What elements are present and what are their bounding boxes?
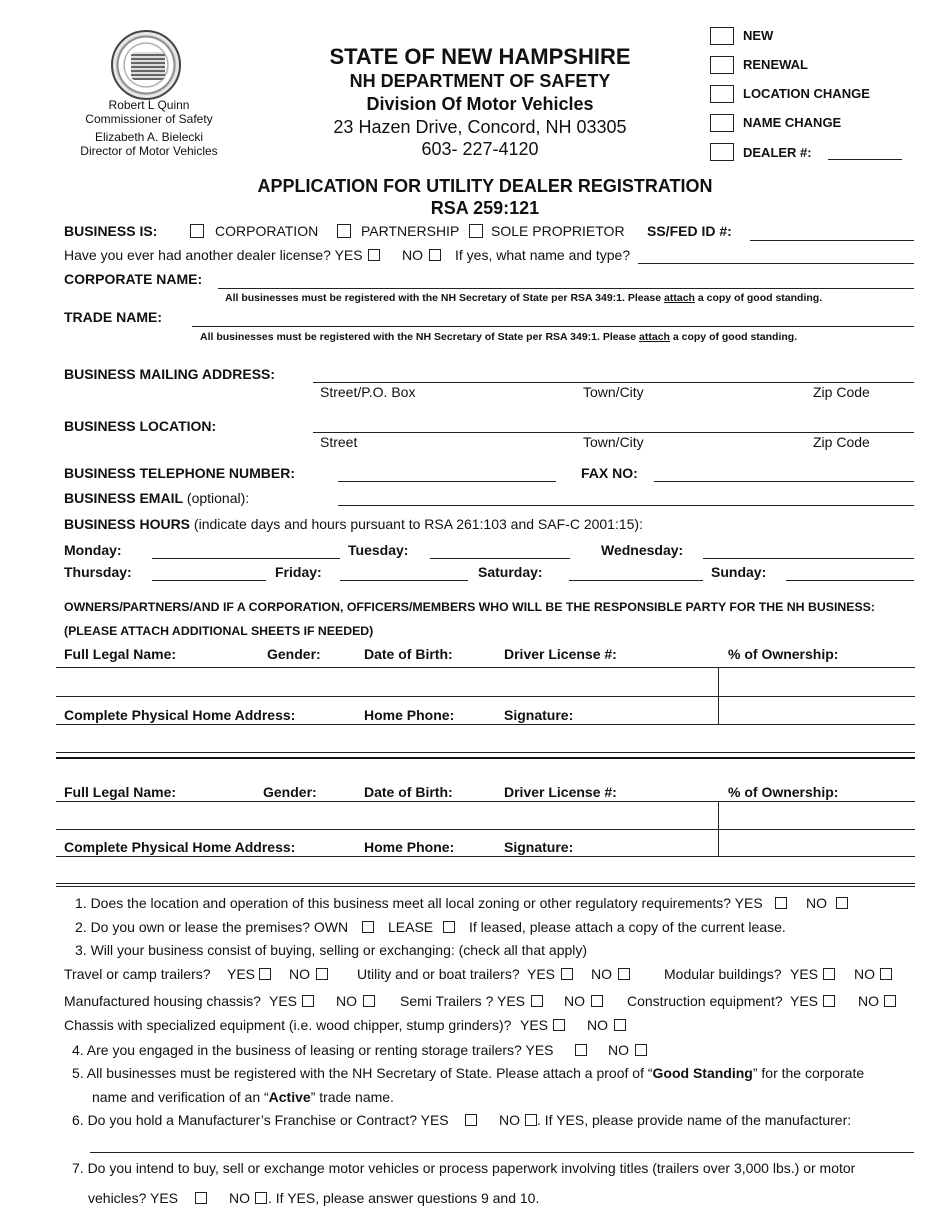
- owner1-address-label: Complete Physical Home Address:: [64, 707, 296, 723]
- location-zip-label: Zip Code: [813, 434, 870, 450]
- modular-yes-checkbox[interactable]: [823, 968, 835, 980]
- travel-no-checkbox[interactable]: [316, 968, 328, 980]
- fax-field[interactable]: [654, 481, 914, 482]
- question-4: 4. Are you engaged in the business of leasing or renting storage trailers? YES: [72, 1042, 554, 1058]
- q7-no-checkbox[interactable]: [255, 1192, 267, 1204]
- owner2-address-label: Complete Physical Home Address:: [64, 839, 296, 855]
- semi-yes-label: YES: [497, 993, 526, 1009]
- telephone-field[interactable]: [338, 481, 556, 482]
- monday-label: Monday:: [64, 542, 122, 558]
- trade-sos-note: All businesses must be registered with the NH Secretary of State per RSA 349:1. Please attach a copy of good standing.: [200, 331, 798, 343]
- partnership-checkbox[interactable]: [337, 224, 351, 238]
- corporate-name-field[interactable]: [218, 288, 914, 289]
- dealer-number-label: DEALER #:: [743, 145, 812, 160]
- manufactured-no-label: NO: [336, 993, 357, 1009]
- q1-yes-checkbox[interactable]: [775, 897, 787, 909]
- friday-label: Friday:: [275, 564, 322, 580]
- new-label: NEW: [743, 28, 774, 43]
- q4-no-label: NO: [608, 1042, 629, 1058]
- utility-no-checkbox[interactable]: [618, 968, 630, 980]
- business-is-label: BUSINESS IS:: [64, 223, 158, 239]
- owner1-ownership-label: % of Ownership:: [728, 646, 839, 662]
- semi-no-label: NO: [564, 993, 585, 1009]
- tuesday-field[interactable]: [430, 558, 570, 559]
- q6-no-label: NO: [499, 1112, 520, 1128]
- owners-heading: OWNERS/PARTNERS/AND IF A CORPORATION, OFFICERS/MEMBERS WHO WILL BE THE RESPONSIBLE PARTY FOR THE NH BUSINESS:: [64, 600, 875, 614]
- trade-name-label: TRADE NAME:: [64, 309, 162, 325]
- utility-yes-label: YES: [527, 966, 556, 982]
- construction-yes-checkbox[interactable]: [823, 995, 835, 1007]
- questions-separator: [56, 886, 915, 887]
- modular-no-checkbox[interactable]: [880, 968, 892, 980]
- saturday-field[interactable]: [569, 580, 703, 581]
- chassis-yes-checkbox[interactable]: [553, 1019, 565, 1031]
- owner1-home-phone-label: Home Phone:: [364, 707, 455, 723]
- new-option[interactable]: [710, 27, 734, 49]
- corporation-checkbox[interactable]: [190, 224, 204, 238]
- location-change-label: LOCATION CHANGE: [743, 86, 870, 101]
- owner2-address-field[interactable]: [56, 883, 915, 884]
- thursday-field[interactable]: [152, 580, 266, 581]
- manufactured-yes-label: YES: [269, 993, 298, 1009]
- q7-no-label: NO: [229, 1190, 250, 1206]
- q6-manufacturer-field[interactable]: [90, 1152, 914, 1153]
- corporate-sos-note: All businesses must be registered with the NH Secretary of State per RSA 349:1. Please attach a copy of good standing.: [225, 292, 823, 304]
- dealer-license-no-checkbox[interactable]: [429, 249, 441, 261]
- semi-no-checkbox[interactable]: [591, 995, 603, 1007]
- location-change-checkbox[interactable]: [710, 85, 734, 103]
- owner2-home-phone-label: Home Phone:: [364, 839, 455, 855]
- semi-yes-checkbox[interactable]: [531, 995, 543, 1007]
- semi-trailers-label: Semi Trailers ?: [400, 993, 494, 1009]
- owner2-dl-label: Driver License #:: [504, 784, 617, 800]
- owner1-name-field[interactable]: [56, 696, 915, 697]
- q2-lease-note: If leased, please attach a copy of the current lease.: [469, 919, 786, 935]
- dealer-license-question: Have you ever had another dealer license? YES: [64, 247, 363, 263]
- construction-no-label: NO: [858, 993, 879, 1009]
- name-change-option[interactable]: [710, 114, 734, 136]
- owner2-name-field[interactable]: [56, 829, 915, 830]
- q7-yes-checkbox[interactable]: [195, 1192, 207, 1204]
- question-3: 3. Will your business consist of buying, selling or exchanging: (check all that apply): [75, 942, 588, 958]
- question-5-line1: 5. All businesses must be registered with the NH Secretary of State. Please attach a proof of “Good Standing” for the corporate: [72, 1065, 865, 1081]
- location-street-label: Street: [320, 434, 358, 450]
- dealer-number-field[interactable]: [828, 159, 902, 160]
- owner1-divider: [56, 667, 915, 668]
- utility-yes-checkbox[interactable]: [561, 968, 573, 980]
- q2-lease-label: LEASE: [388, 919, 434, 935]
- q4-yes-checkbox[interactable]: [575, 1044, 587, 1056]
- sunday-field[interactable]: [786, 580, 914, 581]
- chassis-no-checkbox[interactable]: [614, 1019, 626, 1031]
- owner2-column-divider: [718, 801, 719, 856]
- form-rsa: RSA 259:121: [430, 198, 540, 218]
- modular-buildings-label: Modular buildings?: [664, 966, 782, 982]
- wednesday-label: Wednesday:: [601, 542, 684, 558]
- utility-trailers-label: Utility and or boat trailers?: [357, 966, 520, 982]
- modular-no-label: NO: [854, 966, 875, 982]
- fax-label: FAX NO:: [581, 465, 638, 481]
- director-title: Director of Motor Vehicles: [80, 144, 218, 158]
- construction-yes-label: YES: [790, 993, 819, 1009]
- travel-yes-label: YES: [227, 966, 256, 982]
- dealer-number-checkbox[interactable]: [710, 143, 734, 161]
- wednesday-field[interactable]: [703, 558, 914, 559]
- chassis-label: Chassis with specialized equipment (i.e. wood chipper, stump grinders)?: [64, 1017, 512, 1033]
- question-1: 1. Does the location and operation of this business meet all local zoning or other regulatory requirements? YES: [75, 895, 763, 911]
- owners-attach-note: (PLEASE ATTACH ADDITIONAL SHEETS IF NEEDED): [64, 624, 374, 638]
- question-6: 6. Do you hold a Manufacturer’s Franchise or Contract? YES: [72, 1112, 449, 1128]
- mailing-address-label: BUSINESS MAILING ADDRESS:: [64, 366, 276, 382]
- owner1-divider-2: [56, 724, 915, 725]
- dealer-number-option[interactable]: [710, 143, 734, 165]
- q6-no-checkbox[interactable]: [525, 1114, 537, 1126]
- q2-lease-checkbox[interactable]: [443, 921, 455, 933]
- q2-own-checkbox[interactable]: [362, 921, 374, 933]
- owner2-signature-label: Signature:: [504, 839, 574, 855]
- travel-yes-checkbox[interactable]: [259, 968, 271, 980]
- friday-field[interactable]: [340, 580, 468, 581]
- mailing-town-label: Town/City: [583, 384, 644, 400]
- dealer-license-yes-checkbox[interactable]: [368, 249, 380, 261]
- construction-no-checkbox[interactable]: [884, 995, 896, 1007]
- department-name: NH DEPARTMENT OF SAFETY: [349, 71, 611, 91]
- dealer-license-no-label: NO: [402, 247, 423, 263]
- sole-proprietor-checkbox[interactable]: [469, 224, 483, 238]
- owner2-divider: [56, 801, 915, 802]
- dealer-license-name-field[interactable]: [638, 263, 914, 264]
- corporate-name-label: CORPORATE NAME:: [64, 271, 203, 287]
- owner1-signature-label: Signature:: [504, 707, 574, 723]
- renewal-option[interactable]: [710, 56, 734, 78]
- form-title: APPLICATION FOR UTILITY DEALER REGISTRATION: [257, 176, 713, 196]
- business-hours-label: BUSINESS HOURS (indicate days and hours pursuant to RSA 261:103 and SAF-C 2001:15):: [64, 516, 643, 532]
- owner2-dob-label: Date of Birth:: [364, 784, 453, 800]
- owner1-gender-label: Gender:: [267, 646, 321, 662]
- question-2: 2. Do you own or lease the premises? OWN: [75, 919, 349, 935]
- renewal-label: RENEWAL: [743, 57, 808, 72]
- owner2-full-name-label: Full Legal Name:: [64, 784, 177, 800]
- construction-equipment-label: Construction equipment?: [627, 993, 783, 1009]
- question-7-line2: vehicles? YES: [88, 1190, 179, 1206]
- corporation-label: CORPORATION: [215, 223, 319, 239]
- q1-no-label: NO: [806, 895, 827, 911]
- name-change-checkbox[interactable]: [710, 114, 734, 132]
- q7-note: . If YES, please answer questions 9 and 10.: [268, 1190, 540, 1206]
- location-change-option[interactable]: [710, 85, 734, 107]
- manufactured-no-checkbox[interactable]: [363, 995, 375, 1007]
- owner1-address-field[interactable]: [56, 752, 915, 753]
- manufactured-housing-label: Manufactured housing chassis?: [64, 993, 261, 1009]
- trade-name-field[interactable]: [192, 326, 914, 327]
- owner2-divider-2: [56, 856, 915, 857]
- question-7-line1: 7. Do you intend to buy, sell or exchange motor vehicles or process paperwork involving titles (trailers over 3,000 lbs.) or motor: [72, 1160, 856, 1176]
- thursday-label: Thursday:: [64, 564, 132, 580]
- email-label: BUSINESS EMAIL (optional):: [64, 490, 250, 506]
- chassis-no-label: NO: [587, 1017, 608, 1033]
- partnership-label: PARTNERSHIP: [361, 223, 460, 239]
- location-town-label: Town/City: [583, 434, 644, 450]
- question-5-line2: name and verification of an “Active” trade name.: [92, 1089, 394, 1105]
- commissioner-title: Commissioner of Safety: [85, 112, 213, 126]
- owner2-gender-label: Gender:: [263, 784, 317, 800]
- agency-phone: 603- 227-4120: [421, 139, 539, 159]
- q4-no-checkbox[interactable]: [635, 1044, 647, 1056]
- division-name: Division Of Motor Vehicles: [366, 94, 594, 114]
- owner1-full-name-label: Full Legal Name:: [64, 646, 177, 662]
- q1-no-checkbox[interactable]: [836, 897, 848, 909]
- owner1-dob-label: Date of Birth:: [364, 646, 453, 662]
- officials-block: [60, 98, 238, 158]
- travel-no-label: NO: [289, 966, 310, 982]
- owner1-dl-label: Driver License #:: [504, 646, 617, 662]
- modular-yes-label: YES: [790, 966, 819, 982]
- sunday-label: Sunday:: [711, 564, 767, 580]
- owner-separator: [56, 757, 915, 759]
- email-field[interactable]: [338, 505, 914, 506]
- owner2-ownership-label: % of Ownership:: [728, 784, 839, 800]
- ssfed-field[interactable]: [750, 240, 914, 241]
- renewal-checkbox[interactable]: [710, 56, 734, 74]
- telephone-label: BUSINESS TELEPHONE NUMBER:: [64, 465, 296, 481]
- name-change-label: NAME CHANGE: [743, 115, 842, 130]
- new-checkbox[interactable]: [710, 27, 734, 45]
- state-seal-icon: [111, 30, 181, 100]
- sole-proprietor-label: SOLE PROPRIETOR: [491, 223, 625, 239]
- director-name: Elizabeth A. Bielecki: [94, 130, 204, 144]
- ssfed-label: SS/FED ID #:: [647, 223, 732, 239]
- owner1-column-divider: [718, 667, 719, 724]
- agency-block: [280, 44, 680, 160]
- travel-trailers-label: Travel or camp trailers?: [64, 966, 211, 982]
- q6-note: . If YES, please provide name of the manufacturer:: [537, 1112, 852, 1128]
- manufactured-yes-checkbox[interactable]: [302, 995, 314, 1007]
- commissioner-name: Robert L Quinn: [108, 98, 190, 112]
- mailing-address-field[interactable]: [313, 382, 914, 383]
- tuesday-label: Tuesday:: [348, 542, 409, 558]
- state-name: STATE OF NEW HAMPSHIRE: [329, 44, 631, 69]
- q6-yes-checkbox[interactable]: [465, 1114, 477, 1126]
- utility-no-label: NO: [591, 966, 612, 982]
- business-location-field[interactable]: [313, 432, 914, 433]
- mailing-zip-label: Zip Code: [813, 384, 870, 400]
- chassis-yes-label: YES: [520, 1017, 549, 1033]
- mailing-street-label: Street/P.O. Box: [320, 384, 416, 400]
- dealer-license-ifyes: If yes, what name and type?: [455, 247, 631, 263]
- monday-field[interactable]: [152, 558, 340, 559]
- agency-address: 23 Hazen Drive, Concord, NH 03305: [333, 117, 627, 137]
- business-location-label: BUSINESS LOCATION:: [64, 418, 217, 434]
- saturday-label: Saturday:: [478, 564, 543, 580]
